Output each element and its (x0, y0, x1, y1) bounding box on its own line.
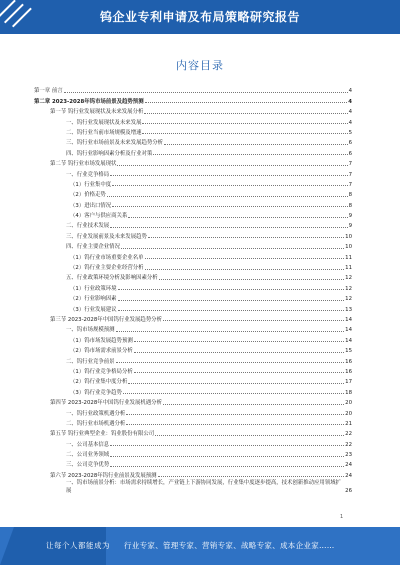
toc-entry-page: 18 (345, 389, 352, 396)
toc-entry[interactable] (34, 136, 352, 146)
toc-leader-dots (145, 258, 345, 259)
toc-entry-title: （1）钨市场发展趋势预测 (70, 337, 133, 344)
toc-entry-title: （1）钨行业竞争格局分析 (70, 368, 133, 375)
toc-leader-dots (64, 92, 348, 93)
toc-entry[interactable] (34, 313, 352, 323)
footer-right-text: 行业专家、管理专家、营销专家、战略专家、成本企业家…… (124, 541, 335, 550)
toc-entry-title: （2）价格走势 (70, 192, 106, 199)
toc-entry[interactable] (34, 250, 352, 260)
toc-entry-page: 21 (345, 420, 352, 427)
toc-leader-dots (110, 227, 347, 228)
toc-entry-title: 第五节 钨行业典型企业：钨业股份有限公司 (50, 431, 155, 438)
toc-entry-page: 17 (345, 379, 352, 386)
toc-entry-title: 一、钨行业政策机遇分析 (66, 410, 126, 417)
toc-entry-page: 4 (348, 109, 352, 116)
toc-leader-dots (128, 217, 347, 218)
toc-entry[interactable] (34, 437, 352, 447)
toc-entry[interactable] (34, 375, 352, 385)
table-of-contents (34, 84, 352, 495)
toc-entry-title: 第二节 钨行业市场发展现状 (50, 161, 117, 168)
toc-entry[interactable] (34, 178, 352, 188)
toc-leader-dots (134, 352, 344, 353)
toc-entry-page: 7 (348, 171, 352, 178)
toc-entry[interactable] (34, 333, 352, 343)
toc-entry[interactable] (34, 292, 352, 302)
toc-entry[interactable] (34, 417, 352, 427)
toc-entry-title: （2）钨市场需求前景分析 (70, 348, 133, 355)
toc-entry[interactable] (34, 126, 352, 136)
toc-entry[interactable] (34, 354, 352, 364)
toc-entry[interactable] (34, 167, 352, 177)
toc-leader-dots (118, 300, 345, 301)
toc-entry-page: 6 (348, 150, 352, 157)
toc-entry-page: 9 (348, 223, 352, 230)
toc-leader-dots (164, 144, 348, 145)
toc-entry[interactable] (34, 302, 352, 312)
toc-entry-page: 20 (345, 400, 352, 407)
toc-entry[interactable] (34, 240, 352, 250)
toc-leader-dots (145, 102, 348, 103)
toc-leader-dots (134, 372, 344, 373)
toc-entry-title: （1）钨行业市场重要企业名单 (70, 254, 144, 261)
toc-entry-title: 四、行业主要企业情况 (66, 244, 120, 251)
toc-leader-dots (126, 414, 344, 415)
toc-leader-dots (144, 113, 347, 114)
toc-leader-dots (116, 331, 345, 332)
toc-entry-title: 四、钨行业影响因素分析及行业对策 (66, 150, 153, 157)
toc-entry[interactable] (34, 261, 352, 271)
toc-title: 内容目录 (176, 59, 224, 72)
toc-entry-title: 三、钨行业市场前景及未来发展趋势分析 (66, 140, 164, 147)
toc-leader-dots (116, 362, 345, 363)
toc-entry-title: 二、钨行业市场机遇分析 (66, 420, 126, 427)
toc-entry-title: 二、行业技术发展 (66, 223, 110, 230)
toc-entry[interactable] (34, 468, 352, 478)
toc-leader-dots (163, 404, 344, 405)
toc-entry[interactable] (34, 281, 352, 291)
toc-leader-dots (153, 154, 347, 155)
toc-entry[interactable] (34, 229, 352, 239)
toc-entry[interactable] (34, 344, 352, 354)
toc-entry-page: 4 (348, 98, 352, 105)
toc-entry-title: 第四节 2023-2028年中国钨行业发展机遇分析 (50, 400, 162, 407)
toc-leader-dots (118, 289, 345, 290)
toc-entry-page: 20 (345, 410, 352, 417)
toc-entry-title: 二、钨行业竞争前景 (66, 358, 115, 365)
toc-entry-page: 4 (348, 119, 352, 126)
toc-leader-dots (110, 456, 344, 457)
toc-leader-dots (118, 310, 345, 311)
toc-leader-dots (123, 393, 344, 394)
toc-entry-page: 9 (348, 213, 352, 220)
toc-entry-page: 24 (345, 462, 352, 469)
toc-leader-dots (148, 237, 344, 238)
toc-entry[interactable] (34, 323, 352, 333)
toc-entry-title: 三、行业发展前景及未来发展趋势 (66, 233, 147, 240)
toc-entry-page: 8 (348, 202, 352, 209)
toc-entry[interactable] (34, 271, 352, 281)
toc-entry[interactable] (34, 479, 352, 495)
toc-entry-title: 一、行业竞争格局 (66, 171, 110, 178)
toc-entry-page: 22 (345, 441, 352, 448)
toc-leader-dots (128, 383, 344, 384)
toc-entry-title: 一、钨市场规模预测 (66, 327, 115, 334)
toc-leader-dots (142, 133, 347, 134)
toc-entry-page: 24 (345, 472, 352, 479)
toc-entry-title: （1）行业政策环境 (70, 285, 117, 292)
toc-entry-page: 22 (345, 431, 352, 438)
toc-entry-title: 第一章 前言 (34, 88, 63, 95)
toc-entry-page: 12 (345, 275, 352, 282)
toc-leader-dots (121, 248, 344, 249)
toc-entry-page: 16 (345, 368, 352, 375)
toc-entry-page: 15 (345, 348, 352, 355)
toc-entry-title: （2）行业影响因素 (70, 296, 117, 303)
toc-entry-title: （4）客户与供应商关系 (70, 213, 128, 220)
toc-entry-title: 五、行业政策环境分析及影响因素分析 (66, 275, 158, 282)
toc-leader-dots (112, 185, 347, 186)
toc-entry-page: 23 (345, 452, 352, 459)
footer-triangle (0, 527, 14, 565)
toc-entry[interactable] (34, 219, 352, 229)
footer-left-text: 让每个人都能成为 (46, 541, 110, 550)
toc-entry-page: 6 (348, 140, 352, 147)
toc-entry-page: 14 (345, 316, 352, 323)
toc-entry[interactable] (34, 209, 352, 219)
page-number: 1 (340, 514, 344, 520)
toc-leader-dots (158, 476, 345, 477)
toc-entry[interactable] (34, 396, 352, 406)
toc-entry[interactable] (34, 157, 352, 167)
toc-entry[interactable] (34, 385, 352, 395)
toc-entry-title: 一、公司基本信息 (66, 441, 110, 448)
toc-entry[interactable] (34, 448, 352, 458)
toc-entry-title: （3）钨行业竞争趋势 (70, 389, 122, 396)
toc-entry-title: 二、公司业务领域 (66, 452, 110, 459)
toc-entry-page: 5 (348, 129, 352, 136)
toc-entry-page: 7 (348, 181, 352, 188)
toc-entry-page: 11 (345, 265, 352, 272)
toc-entry[interactable] (34, 188, 352, 198)
toc-leader-dots (126, 424, 344, 425)
toc-entry-title: （3）进出口情况 (70, 202, 112, 209)
header-title: 钨企业专利申请及布局策略研究报告 (99, 10, 300, 24)
toc-entry-title: （2）钨行业主要企业经营分析 (70, 265, 144, 272)
toc-entry[interactable] (34, 105, 352, 115)
toc-entry-title: 一、钨市场前景分析：市场需求持续增长，产业链上下游协同发展，行业集中度逐步提高，技术创新推动应用领域扩展 (66, 479, 341, 494)
toc-leader-dots (142, 123, 347, 124)
toc-leader-dots (110, 175, 347, 176)
toc-entry-title: （1）行业集中度 (70, 181, 112, 188)
toc-entry-page: 10 (345, 244, 352, 251)
toc-entry[interactable] (34, 458, 352, 468)
toc-entry-page: 4 (348, 88, 352, 95)
toc-entry-title: 三、公司竞争优势 (66, 462, 110, 469)
toc-entry-page: 26 (345, 487, 352, 494)
toc-entry-page: 11 (345, 254, 352, 261)
toc-entry-title: 第一节 钨行业发展现状及未来发展分析 (50, 109, 144, 116)
toc-entry-title: 一、钨行业发展现状及未来发展 (66, 119, 142, 126)
toc-entry-page: 12 (345, 296, 352, 303)
toc-leader-dots (112, 206, 347, 207)
toc-entry-page: 14 (345, 337, 352, 344)
toc-entry[interactable] (34, 198, 352, 208)
toc-entry-page: 12 (345, 285, 352, 292)
toc-entry-page: 13 (345, 306, 352, 313)
toc-entry[interactable] (34, 146, 352, 156)
toc-entry[interactable] (34, 115, 352, 125)
toc-leader-dots (134, 341, 344, 342)
toc-entry-title: （3）行业发展建议 (70, 306, 117, 313)
toc-entry[interactable] (34, 84, 352, 94)
toc-leader-dots (155, 435, 344, 436)
toc-entry[interactable] (34, 427, 352, 437)
toc-entry[interactable] (34, 94, 352, 104)
toc-leader-dots (159, 279, 344, 280)
toc-entry-page: 8 (348, 192, 352, 199)
toc-leader-dots (110, 445, 344, 446)
toc-entry-title: 第六节 2023-2028年钨行业前景及发展预测 (50, 472, 157, 479)
toc-leader-dots (117, 165, 347, 166)
toc-entry-page: 7 (348, 161, 352, 168)
toc-entry[interactable] (34, 406, 352, 416)
toc-entry-page: 10 (345, 233, 352, 240)
toc-entry[interactable] (34, 365, 352, 375)
toc-entry-title: 二、钨行业当前市场规模及增速 (66, 129, 142, 136)
toc-entry-title: 第二章 2023-2028年钨市场前景及趋势预测 (34, 98, 144, 105)
toc-entry-page: 16 (345, 358, 352, 365)
toc-leader-dots (163, 320, 344, 321)
toc-entry-page: 14 (345, 327, 352, 334)
toc-entry-title: （2）钨行业集中度分析 (70, 379, 128, 386)
toc-entry-title: 第三节 2023-2028年中国钨行业发展趋势分析 (50, 316, 162, 323)
toc-leader-dots (107, 196, 348, 197)
toc-leader-dots (145, 269, 345, 270)
toc-leader-dots (110, 466, 344, 467)
